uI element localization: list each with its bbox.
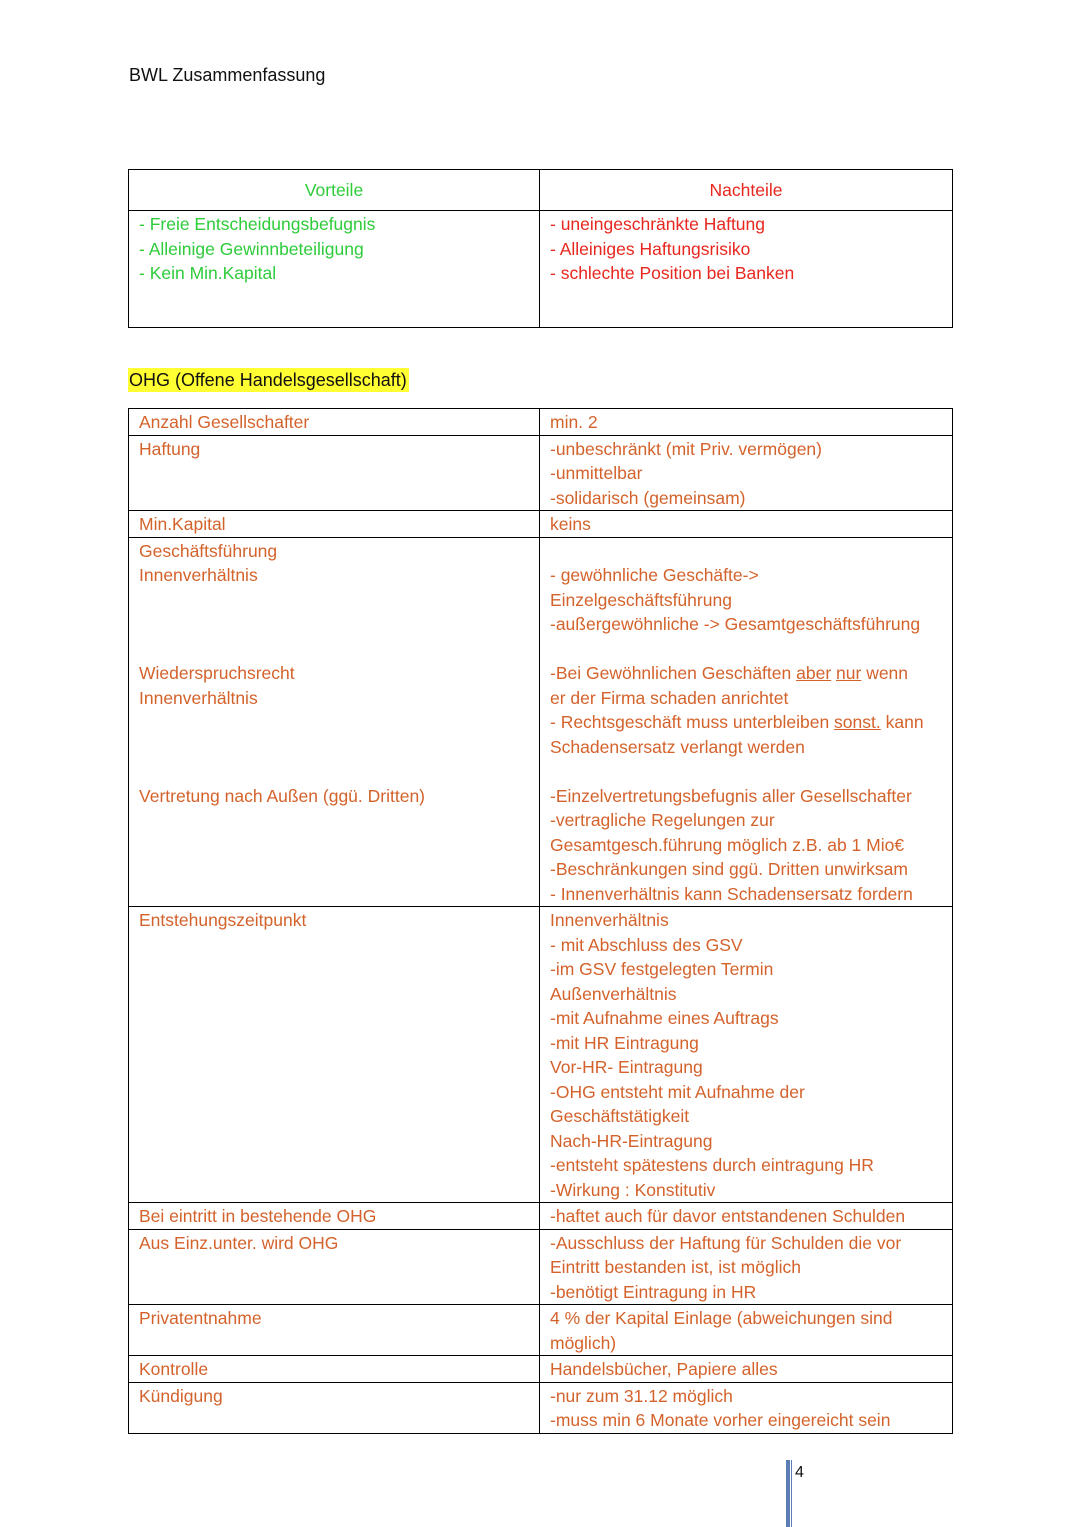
value-line: -solidarisch (gemeinsam)	[550, 487, 746, 508]
value-line: -im GSV festgelegten Termin	[550, 959, 774, 979]
table-row	[129, 511, 953, 538]
value-line: -entsteht spätestens durch eintragung HR	[550, 1155, 874, 1175]
value-line: - Innenverhältnis kann Schadensersatz fordern	[550, 883, 913, 904]
value-line: -nur zum 31.12 möglich	[550, 1385, 733, 1406]
pros-item: - Alleinige Gewinnbeteiligung	[139, 238, 364, 259]
text-run: sonst.	[834, 712, 881, 732]
text-run: - Rechtsgeschäft muss unterbleiben	[550, 712, 835, 732]
row-value: -haftet auch für davor entstandenen Schulden	[540, 1203, 953, 1230]
table-row	[129, 1229, 953, 1305]
value-line: Gesamtgesch.führung möglich z.B. ab 1 Mio€	[550, 834, 905, 855]
value-line: -unbeschränkt (mit Priv. vermögen)	[550, 438, 822, 459]
value-line: -benötigt Eintragung in HR	[550, 1281, 757, 1302]
pros-item: - Freie Entscheidungsbefugnis	[139, 214, 376, 234]
table-row	[129, 1203, 953, 1230]
cons-header: Nachteile	[540, 170, 953, 211]
label-line: Innenverhältnis	[139, 687, 258, 708]
value-line: -mit HR Eintragung	[550, 1032, 699, 1053]
page-number-bar	[786, 1460, 790, 1527]
row-value	[540, 537, 953, 907]
value-line: -mit Aufnahme eines Auftrags	[550, 1008, 779, 1028]
table-row	[129, 1305, 953, 1356]
row-label: Haftung	[129, 435, 540, 511]
pros-header: Vorteile	[129, 170, 540, 211]
row-label: Min.Kapital	[129, 511, 540, 538]
ohg-table	[128, 408, 953, 1434]
value-line: - mit Abschluss des GSV	[550, 934, 743, 955]
page-number: 4	[795, 1464, 804, 1481]
pros-cons-table	[128, 169, 953, 328]
value-line: -vertragliche Regelungen zur	[550, 810, 775, 830]
row-value	[540, 435, 953, 511]
cons-item: - Alleiniges Haftungsrisiko	[550, 238, 751, 259]
value-line: Schadensersatz verlangt werden	[550, 736, 805, 757]
row-value: keins	[540, 511, 953, 538]
value-line: Einzelgeschäftsführung	[550, 589, 732, 610]
document-header-title: BWL Zusammenfassung	[129, 65, 326, 85]
value-line: -unmittelbar	[550, 463, 643, 483]
row-label: Kündigung	[129, 1382, 540, 1433]
value-line: -Wirkung : Konstitutiv	[550, 1179, 716, 1200]
row-label: Aus Einz.unter. wird OHG	[129, 1229, 540, 1305]
text-run: aber	[796, 663, 832, 683]
text-run: wenn	[861, 663, 909, 683]
row-label	[129, 537, 540, 907]
row-label: Entstehungszeitpunkt	[129, 907, 540, 1203]
cons-item: - schlechte Position bei Banken	[550, 263, 795, 283]
table-row	[129, 409, 953, 436]
page-number-bar-thin	[791, 1460, 792, 1527]
label-line: Wiederspruchsrecht	[139, 663, 295, 683]
row-label: Bei eintritt in bestehende OHG	[129, 1203, 540, 1230]
table-row	[129, 1356, 953, 1383]
pros-item: - Kein Min.Kapital	[139, 263, 277, 283]
value-line: -muss min 6 Monate vorher eingereicht sein	[550, 1410, 891, 1430]
table-row	[129, 907, 953, 1203]
row-value	[540, 1305, 953, 1356]
table-row	[129, 1382, 953, 1433]
value-line: 4 % der Kapital Einlage (abweichungen sind	[550, 1308, 893, 1328]
value-line: -Ausschluss der Haftung für Schulden die vor	[550, 1232, 902, 1253]
pros-cell	[129, 211, 540, 328]
row-value: min. 2	[540, 409, 953, 436]
value-line: - gewöhnliche Geschäfte->	[550, 565, 759, 585]
value-line: -OHG entsteht mit Aufnahme der	[550, 1081, 805, 1102]
label-line: Vertretung nach Außen (ggü. Dritten)	[139, 785, 425, 806]
value-line: Nach-HR-Eintragung	[550, 1130, 713, 1151]
row-value	[540, 1229, 953, 1305]
value-line: -außergewöhnliche -> Gesamtgeschäftsführung	[550, 614, 921, 634]
row-label: Privatentnahme	[129, 1305, 540, 1356]
row-label: Kontrolle	[129, 1356, 540, 1383]
value-line	[550, 710, 942, 735]
value-line: -Beschränkungen sind ggü. Dritten unwirksam	[550, 859, 908, 879]
text-run: -Bei Gewöhnlichen Geschäften	[550, 663, 797, 683]
value-line: Außenverhältnis	[550, 983, 677, 1004]
text-run: kann	[880, 712, 924, 732]
section-title-ohg: OHG (Offene Handelsgesellschaft)	[129, 370, 407, 390]
cons-cell	[540, 211, 953, 328]
value-line: er der Firma schaden anrichtet	[550, 687, 789, 708]
table-row	[129, 435, 953, 511]
label-line: Geschäftsführung	[139, 540, 278, 561]
value-line	[550, 661, 942, 686]
value-line: -Einzelvertretungsbefugnis aller Gesellschafter	[550, 785, 912, 806]
row-value	[540, 907, 953, 1203]
table-row	[129, 537, 953, 907]
label-line: Innenverhältnis	[139, 565, 258, 585]
value-line: Vor-HR- Eintragung	[550, 1057, 703, 1077]
value-line: möglich)	[550, 1332, 617, 1353]
cons-item: - uneingeschränkte Haftung	[550, 214, 765, 234]
text-run: nur	[836, 663, 862, 683]
row-value	[540, 1382, 953, 1433]
value-line: Eintritt bestanden ist, ist möglich	[550, 1257, 801, 1277]
row-value: Handelsbücher, Papiere alles	[540, 1356, 953, 1383]
row-label: Anzahl Gesellschafter	[129, 409, 540, 436]
value-line: Innenverhältnis	[550, 910, 669, 930]
value-line: Geschäftstätigkeit	[550, 1106, 690, 1126]
